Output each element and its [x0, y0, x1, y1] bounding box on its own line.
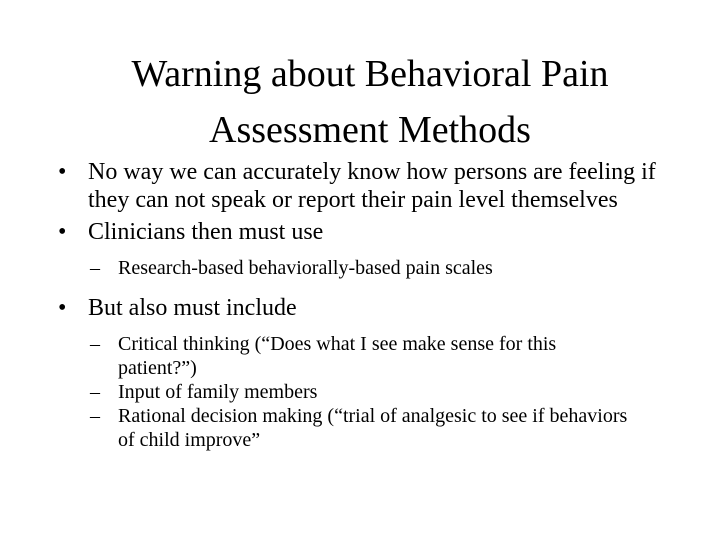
bullet-list [58, 158, 678, 452]
sub-marker: – [90, 405, 100, 427]
bullet-item-2 [58, 218, 678, 280]
title-line-1: Warning about Behavioral Pain [131, 53, 609, 95]
bullet-text: Clinicians then must use [88, 219, 324, 245]
sub-text: Input of family members [118, 381, 318, 403]
bullet-marker: • [58, 159, 67, 185]
sub-list [58, 332, 678, 452]
bullet-text: No way we can accurately know how persons are feeling if they can not speak or report their pain level themselves [88, 159, 656, 213]
bullet-text: But also must include [88, 295, 297, 321]
sub-marker: – [90, 381, 100, 403]
sub-item [58, 332, 678, 380]
bullet-item-3 [58, 294, 678, 452]
bullet-item-1 [58, 158, 678, 214]
sub-text: Critical thinking (“Does what I see make sense for this patient?”) [118, 333, 557, 379]
sub-marker: – [90, 333, 100, 355]
sub-marker: – [90, 257, 100, 279]
sub-text: Research-based behaviorally-based pain scales [118, 257, 493, 279]
bullet-marker: • [58, 219, 67, 245]
title-line-2: Assessment Methods [209, 109, 531, 151]
slide-title [60, 46, 680, 158]
sub-item [58, 256, 678, 280]
bullet-marker: • [58, 295, 67, 321]
sub-item [58, 380, 678, 404]
sub-text: Rational decision making (“trial of analgesic to see if behaviors of child improve” [118, 405, 628, 451]
sub-list [58, 256, 678, 280]
sub-item [58, 404, 678, 452]
